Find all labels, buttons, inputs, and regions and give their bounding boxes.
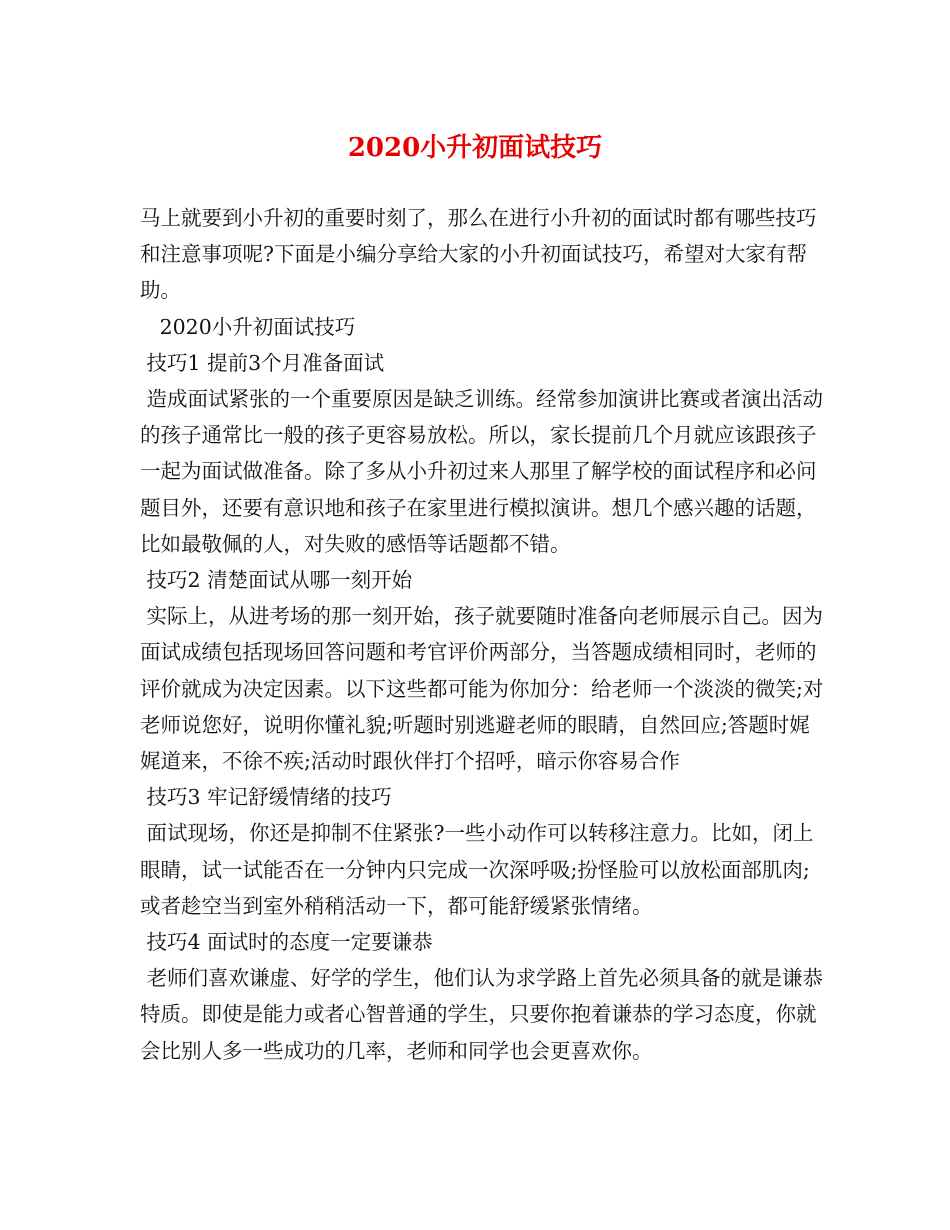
subtitle-line: 2020小升初面试技巧 <box>140 314 356 339</box>
tip-1-heading: 技巧1 提前3个月准备面试 <box>140 350 385 375</box>
tip-4-paragraph: 老师们喜欢谦虚、好学的学生，他们认为求学路上首先必须具备的就是谦恭特质。即使是能力或者心智普通的学生，只要你抱着谦恭的学习态度，你就会比别人多一些成功的几率，老师和同学也会更喜欢你。 <box>140 966 824 1063</box>
tip-2-heading: 技巧2 清楚面试从哪一刻开始 <box>140 568 413 593</box>
tip-3-heading: 技巧3 牢记舒缓情绪的技巧 <box>140 785 392 810</box>
document-title: 2020小升初面试技巧 <box>347 133 603 163</box>
intro-paragraph: 马上就要到小升初的重要时刻了，那么在进行小升初的面试时都有哪些技巧和注意事项呢?下面是小编分享给大家的小升初面试技巧，希望对大家有帮助。 <box>140 206 817 303</box>
tip-3-paragraph: 面试现场，你还是抑制不住紧张?一些小动作可以转移注意力。比如，闭上眼睛，试一试能否在一分钟内只完成一次深呼吸;扮怪脸可以放松面部肌肉;或者趁空当到室外稍稍活动一下，都可能舒缓紧张情绪。 <box>140 821 814 918</box>
document-body <box>140 200 830 1069</box>
tip-1-paragraph: 造成面试紧张的一个重要原因是缺乏训练。经常参加演讲比赛或者演出活动的孩子通常比一般的孩子更容易放松。所以，家长提前几个月就应该跟孩子一起为面试做准备。除了多从小升初过来人那里了解学校的面试程序和必问题目外，还要有意识地和孩子在家里进行模拟演讲。想几个感兴趣的话题，比如最敬佩的人，对失败的感悟等话题都不错。 <box>140 387 824 556</box>
tip-2-paragraph: 实际上，从进考场的那一刻开始，孩子就要随时准备向老师展示自己。因为面试成绩包括现场回答问题和考官评价两部分，当答题成绩相同时，老师的评价就成为决定因素。以下这些都可能为你加分：给老师一个淡淡的微笑;对老师说您好，说明你懂礼貌;听题时别逃避老师的眼睛，自然回应;答题时娓娓道来，不徐不疾;活动时跟伙伴打个招呼，暗示你容易合作 <box>140 604 824 774</box>
tip-4-heading: 技巧4 面试时的态度一定要谦恭 <box>140 930 433 955</box>
